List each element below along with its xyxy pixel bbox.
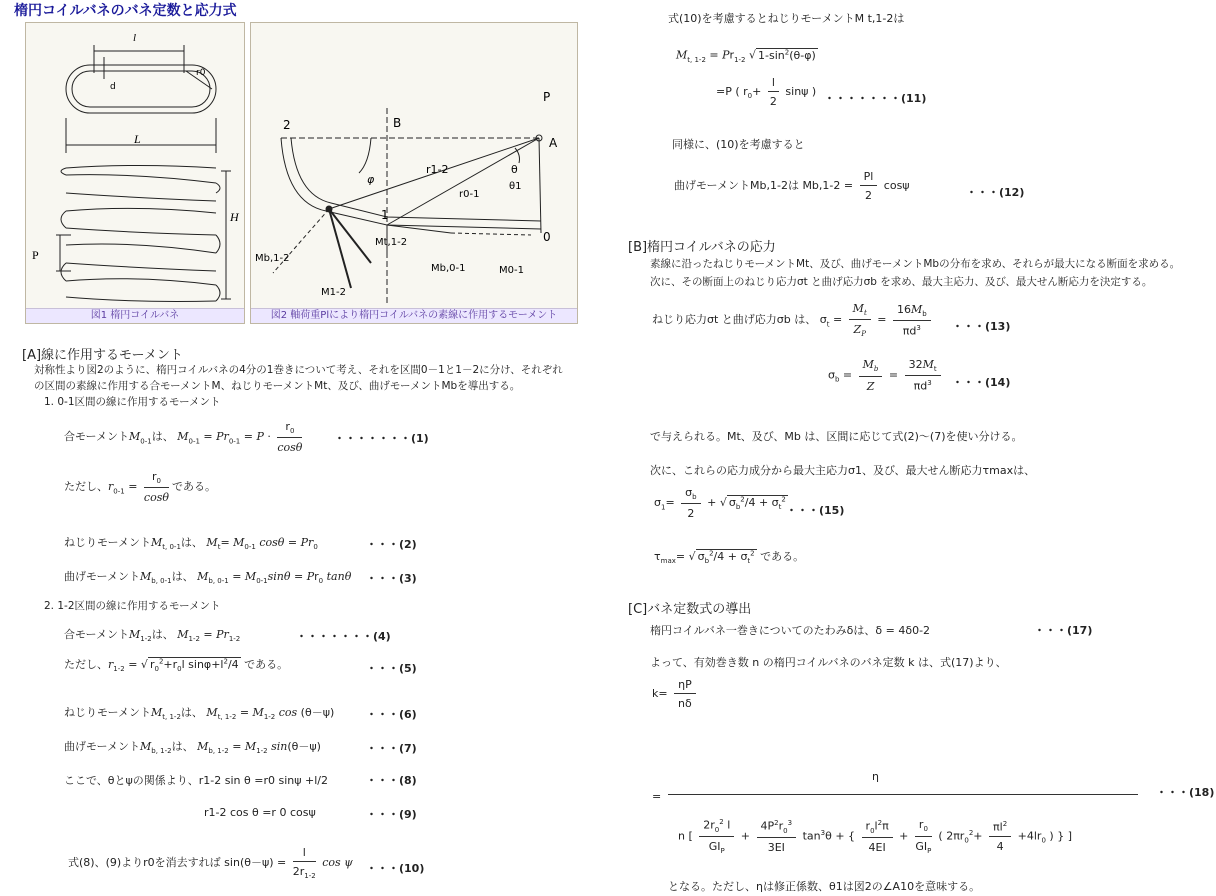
formula-18-den: n [ $\frac{2r_0^2 l}{GI_P}$ + $\frac{4P^2r_0^3}{3EI}$ $\tan^3\theta$ + { $\frac{r_0l^2\pi}{4EI}$ + $\frac{r_0}{GI_P}$ ( $2\pi r_0^2+$ $\frac{\pi l^2}{4}$ $+4lr_0$ ) } ] (678, 818, 1072, 856)
formula-11b: =P ( $r_0+$ $\frac{l}{2}$ sinψ ) (716, 76, 817, 108)
fig2-label-phi: φ (367, 173, 375, 186)
eq-4-label: ・・・・・・・(4) (296, 630, 391, 643)
fig2-label-A: A (549, 136, 558, 150)
formula-6: ねじりモーメント$M_{t, 1-2}$は、 $M_{t, 1-2} = M_{1-2}$ cos (θ－ψ) (64, 706, 335, 722)
formula-2: ねじりモーメント$M_{t, 0-1}$は、 $M_t= M_{0-1}$ $\cos\theta = Pr_0$ (64, 536, 318, 552)
fig1-label-l: l (133, 32, 137, 44)
section-c-line-1: 楕円コイルバネ一巻きについてのたわみδは、δ = 4δ0-2 (650, 624, 931, 637)
fig2-label-r01: r0-1 (459, 189, 480, 200)
fig2-label-theta1: θ1 (509, 181, 522, 192)
section-b-heading: [B]楕円コイルバネの応力 (628, 240, 776, 255)
formula-14: $\sigma_b$ = $\frac{M_b}{Z}$ = $\frac{32M_t}{\pi d^3}$ (828, 358, 944, 393)
eq-1-label: ・・・・・・・(1) (334, 432, 429, 445)
eq-11-label: ・・・・・・・(11) (824, 92, 927, 105)
formula-1b: ただし、$r_{0-1}$ = $\frac{r_0}{\cos\theta}$ である。 (64, 470, 216, 505)
fig2-label-theta: θ (511, 163, 518, 176)
eq-14-label: ・・・(14) (952, 376, 1011, 389)
section-b-given: で与えられる。Mt、及び、Mb は、区間に応じて式(2)～(7)を使い分ける。 (650, 430, 1023, 443)
formula-12: 曲げモーメントMb,1-2は Mb,1-2 = $\frac{Pl}{2}$ cosψ (674, 170, 910, 202)
eq-13-label: ・・・(13) (952, 320, 1011, 333)
fig2-label-B: B (393, 116, 402, 130)
section-a-intro-2: の区間の素線に作用する合モーメントM、ねじりモーメントMt、及び、曲げモーメントMbを導出する。 (34, 380, 521, 392)
eq-12-label: ・・・(12) (966, 186, 1025, 199)
eq-18-label: ・・・(18) (1156, 786, 1215, 799)
figure-1 (25, 22, 245, 324)
page-title: 楕円コイルバネのバネ定数と応力式 (14, 3, 237, 19)
section-a-sub-2: 2. 1-2区間の線に作用するモーメント (44, 600, 221, 612)
figure-2 (250, 22, 578, 324)
fig2-label-2: 2 (283, 118, 291, 132)
section-c-line-2: よって、有効巻き数 n の楕円コイルバネのバネ定数 k は、式(17)より、 (650, 656, 1007, 669)
fig2-label-r12: r1-2 (426, 163, 449, 176)
fig2-label-mb12: Mb,1-2 (255, 253, 290, 264)
section-a-sub-1: 1. 0-1区間の線に作用するモーメント (44, 396, 221, 408)
section-b-line-1: 素線に沿ったねじりモーメントMt、及び、曲げモーメントMbの分布を求め、それらが最大になる断面を求める。 (650, 258, 1181, 270)
formula-k: k= $\frac{\eta P}{n\delta}$ (652, 678, 699, 710)
fig2-label-1: 1 (381, 208, 389, 222)
right-intro: 式(10)を考慮するとねじりモーメントM t,1-2は (668, 12, 905, 25)
eq-6-label: ・・・(6) (366, 708, 417, 721)
formula-15: $\sigma_1=$ $\frac{\sigma_b}{2}$ + √ $\sigma_b^2/4 + \sigma_t^2$ (654, 486, 786, 521)
formula-3: 曲げモーメント$M_{b, 0-1}$は、 $M_{b, 0-1} = M_{0-1}\sin\theta = Pr_0$ tanθ (64, 570, 352, 586)
fig2-label-mt12: Mt,1-2 (375, 237, 408, 248)
section-b-next: 次に、これらの応力成分から最大主応力σ1、及び、最大せん断応力τmaxは、 (650, 464, 1036, 477)
eq-15-label: ・・・(15) (786, 504, 845, 517)
formula-10: 式(8)、(9)よりr0を消去すれば sin(θ－ψ) = $\frac{l}{2r_{1-2}}$ cos ψ (68, 846, 353, 881)
fig2-label-m12: M1-2 (321, 287, 346, 298)
eq-9-label: ・・・(9) (366, 808, 417, 821)
formula-11a: $M_{t, 1-2} = Pr_{1-2}$ √ $1-\sin^2(\theta-\varphi)$ (676, 48, 816, 64)
formula-5: ただし、$r_{1-2}$ = √ $r_0^2+r_0l$ $\sin\varphi+l^2/4$ である。 (64, 657, 289, 674)
formula-9: r1-2 cos θ =r 0 cosψ (204, 806, 316, 819)
figure-1-caption: 図1 楕円コイルバネ (26, 308, 244, 323)
section-c-last: となる。ただし、ηは修正係数、θ1は図2の∠A10を意味する。 (668, 880, 981, 893)
eq-17-label: ・・・(17) (1034, 624, 1093, 637)
eq-10-label: ・・・(10) (366, 862, 425, 875)
formula-13: ねじり応力σt と曲げ応力σb は、 $\sigma_t$ = $\frac{M_t}{Z_P}$ = $\frac{16M_b}{\pi d^3}$ (652, 302, 934, 338)
fig2-label-P: P (543, 90, 551, 104)
section-a-intro-1: 対称性より図2のように、楕円コイルバネの4分の1巻きについて考え、それを区間0－1と1－2に分け、それぞれ (34, 364, 563, 376)
formula-18-bar (668, 794, 1138, 795)
section-a-heading: [A]線に作用するモーメント (22, 348, 183, 363)
section-c-heading: [C]バネ定数式の導出 (628, 602, 752, 617)
right-doyou: 同様に、(10)を考慮すると (672, 138, 805, 151)
fig1-label-H: H (230, 210, 239, 224)
eq-3-label: ・・・(3) (366, 572, 417, 585)
fig1-label-d: d (110, 82, 116, 92)
eq-8-label: ・・・(8) (366, 774, 417, 787)
formula-1: 合モーメント$M_{0-1}$は、 $M_{0-1} = Pr_{0-1} = P$ · $\frac{r_0}{\cos\theta}$ (64, 420, 303, 455)
fig1-label-P: P (32, 248, 39, 262)
eq-2-label: ・・・(2) (366, 538, 417, 551)
eq-7-label: ・・・(7) (366, 742, 417, 755)
formula-8: ここで、θとψの関係より、r1-2 sin θ =r0 sinψ +l/2 (64, 774, 328, 787)
fig2-label-m01: M0-1 (499, 265, 524, 276)
eq-5-label: ・・・(5) (366, 662, 417, 675)
formula-7: 曲げモーメント$M_{b, 1-2}$は、 $M_{b, 1-2} = M_{1-2}$ sin(θ－ψ) (64, 740, 321, 756)
formula-4: 合モーメント$M_{1-2}$は、 $M_{1-2} = Pr_{1-2}$ (64, 628, 241, 644)
formula-16: $\tau_{max}=$ √ $\sigma_b^2/4 + \sigma_t^2$ である。 (654, 549, 805, 566)
section-b-line-2: 次に、その断面上のねじり応力σt と曲げ応力σb を求め、最大主応力、及び、最大せん断応力を決定する。 (650, 276, 1153, 288)
fig2-label-0: 0 (543, 230, 551, 244)
formula-18-num: η (872, 770, 879, 783)
fig2-label-mb01: Mb,0-1 (431, 263, 466, 274)
formula-18-eq: = (652, 790, 662, 803)
moment-diagram (251, 23, 577, 308)
fig1-label-r0: r0 (196, 68, 206, 78)
fig1-label-L: L (134, 132, 141, 146)
figure-2-caption: 図2 軸荷重Plにより楕円コイルバネの素線に作用するモーメント (251, 308, 577, 323)
coil-spring-diagram (26, 23, 244, 308)
